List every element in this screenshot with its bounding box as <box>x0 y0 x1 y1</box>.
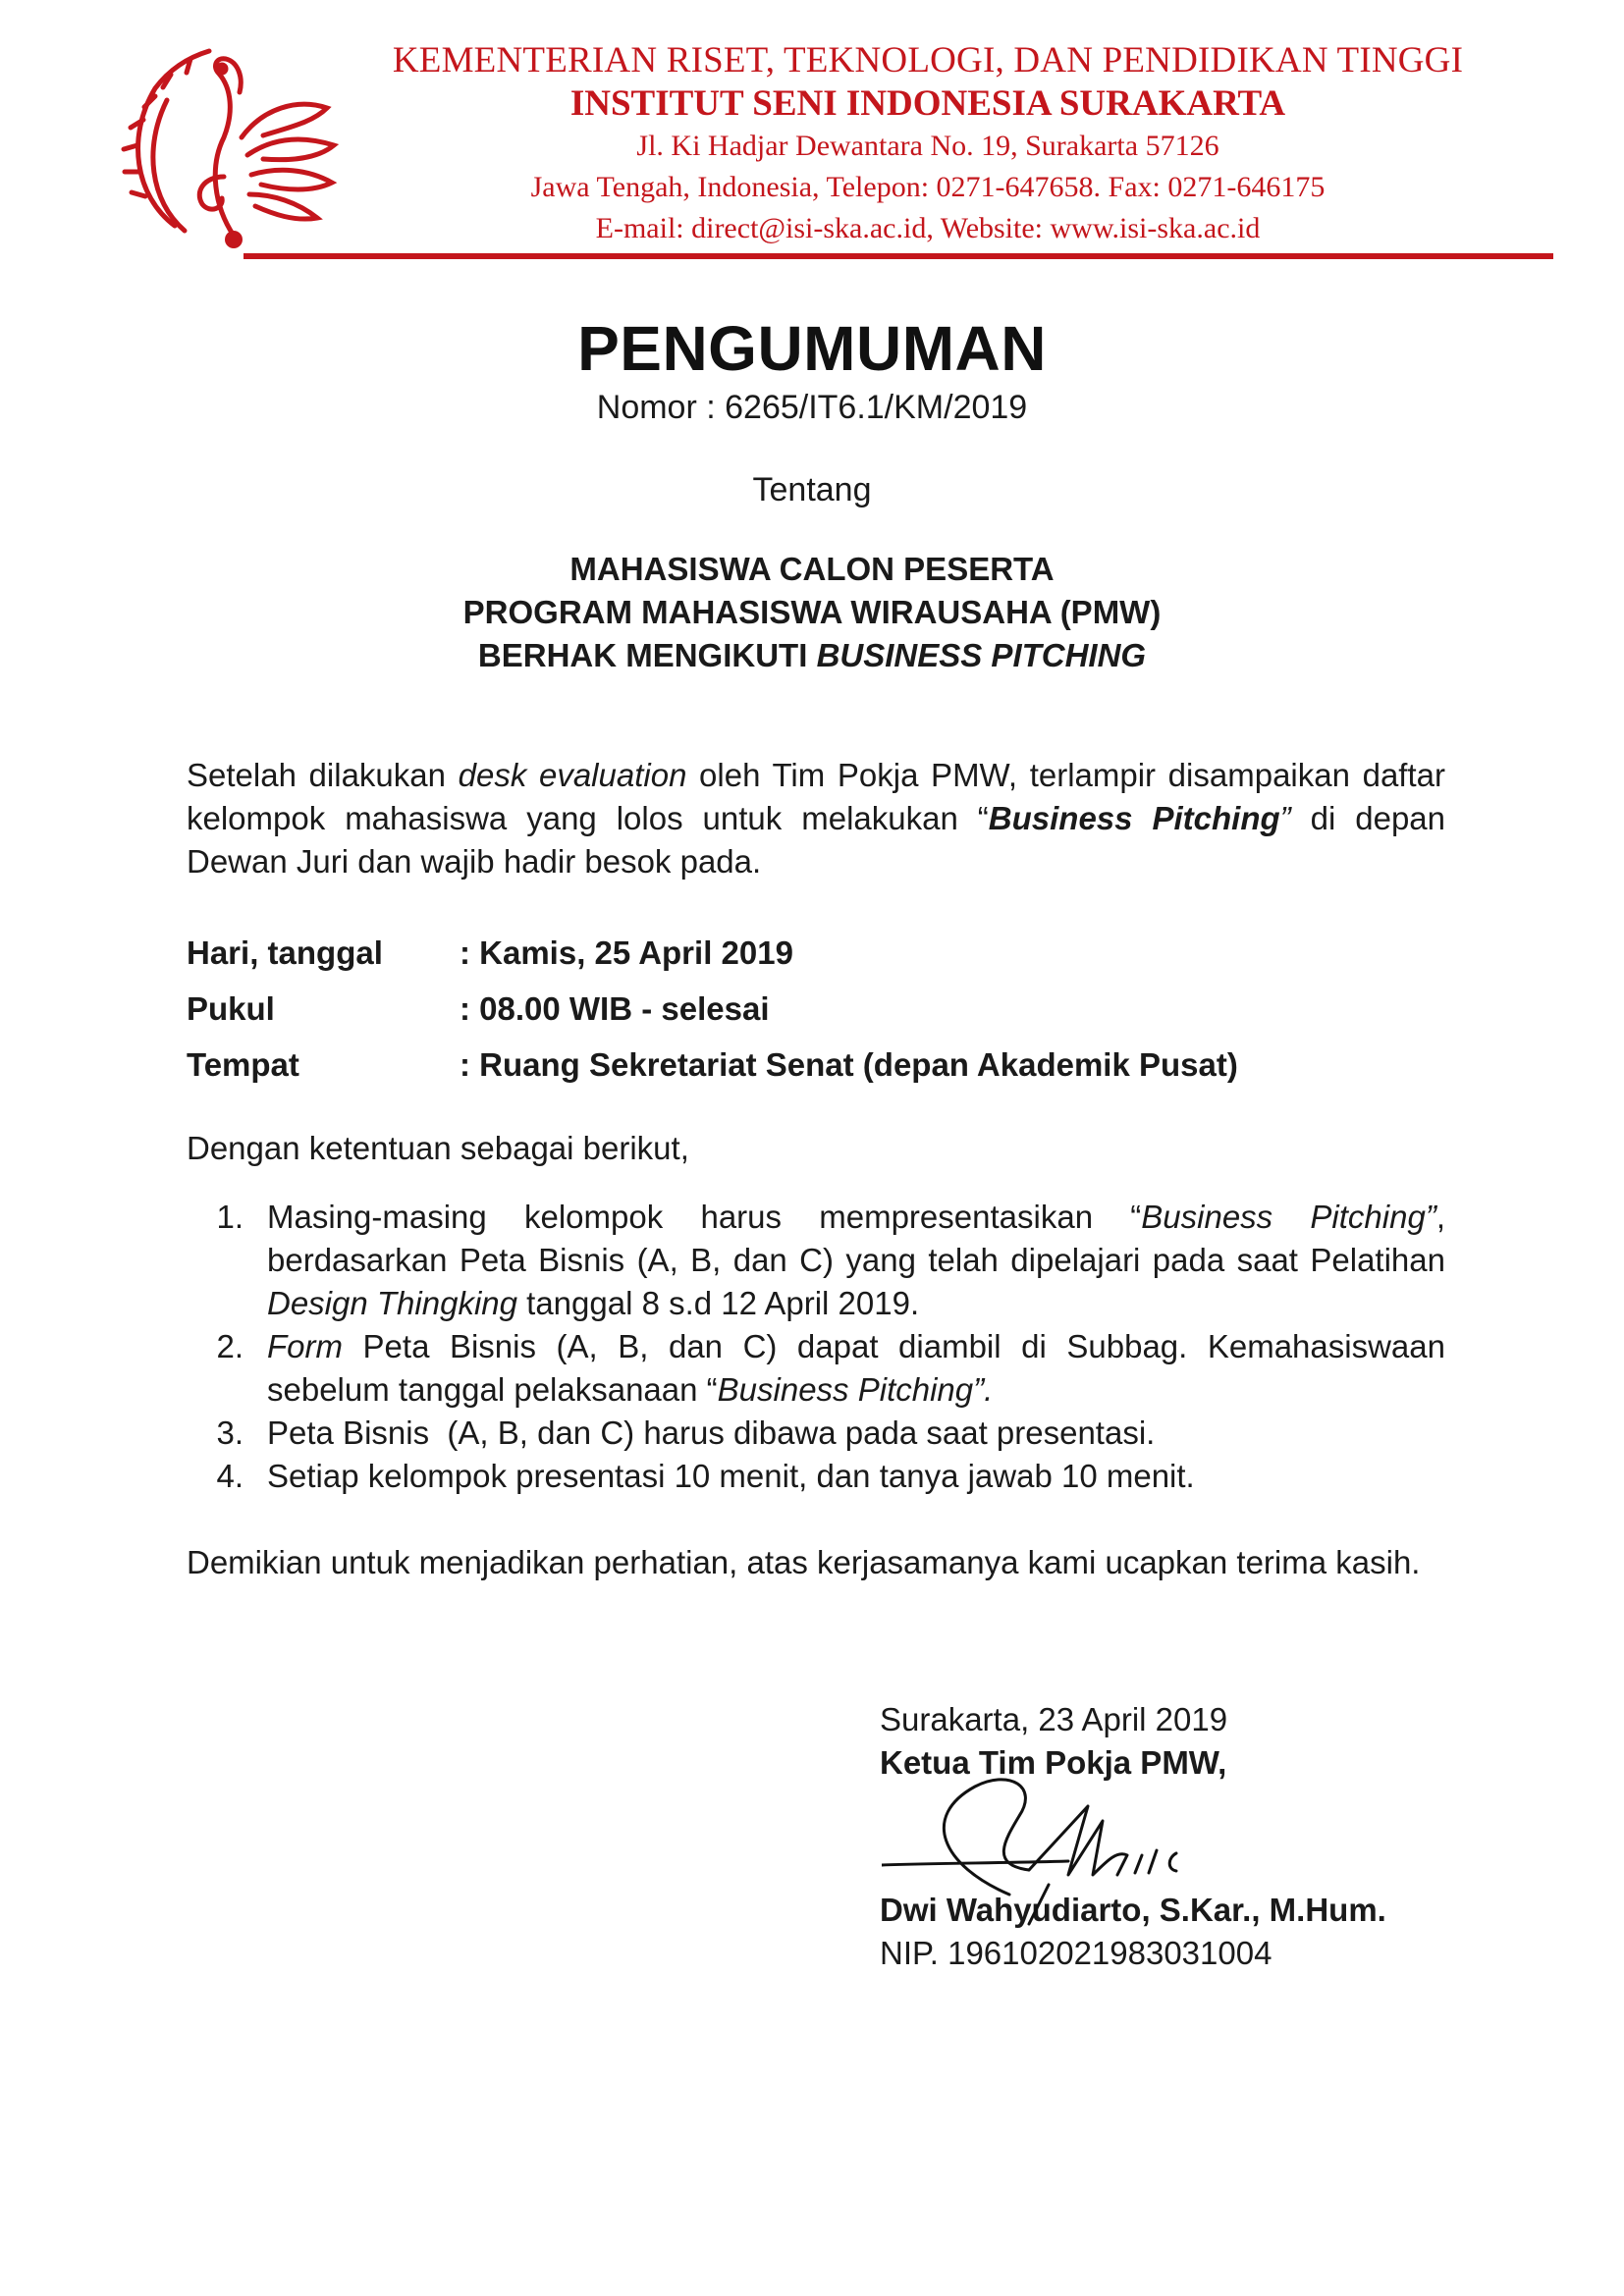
detail-label: Hari, tanggal <box>187 934 383 971</box>
list-number: 3. <box>216 1415 244 1451</box>
announcement-number: Nomor : 6265/IT6.1/KM/2019 <box>596 389 1028 426</box>
subject-line-1: MAHASISWA CALON PESERTA <box>569 551 1055 587</box>
rules-intro: Dengan ketentuan sebagai berikut, <box>187 1130 689 1166</box>
institution-email-website: E-mail: direct@isi-ska.ac.id, Website: www.isi-ska.ac.id <box>595 212 1261 244</box>
list-text: Peta Bisnis (A, B, dan C) harus dibawa pada saat presentasi. <box>267 1415 1156 1451</box>
signatory-role: Ketua Tim Pokja PMW, <box>880 1744 1227 1781</box>
list-item <box>187 1412 1445 1455</box>
page-title: PENGUMUMAN <box>577 313 1047 384</box>
closing-paragraph: Demikian untuk menjadikan perhatian, atas kerjasamanya kami ucapkan terima kasih. <box>187 1544 1421 1580</box>
detail-row-place <box>187 1037 1238 1093</box>
institution-contact: Jawa Tengah, Indonesia, Telepon: 0271-647658. Fax: 0271-646175 <box>530 171 1326 203</box>
list-number: 1. <box>216 1199 244 1235</box>
signatory-nip: NIP. 196102021983031004 <box>880 1935 1272 1971</box>
list-text: Setiap kelompok presentasi 10 menit, dan tanya jawab 10 menit. <box>267 1458 1195 1494</box>
intro-paragraph: Setelah dilakukan desk evaluation oleh Tim Pokja PMW, terlampir disampaikan daftar kelompok mahasiswa yang lolos untuk melakukan “Business Pitching” di depan Dewan Juri dan wajib hadir besok pada. <box>187 757 1446 880</box>
detail-value: : Ruang Sekretariat Senat (depan Akademik Pusat) <box>460 1046 1238 1083</box>
institution-address: Jl. Ki Hadjar Dewantara No. 19, Surakarta 57126 <box>636 130 1219 162</box>
institution-name: INSTITUT SENI INDONESIA SURAKARTA <box>569 83 1286 124</box>
signatory-name: Dwi Wahyudiarto, S.Kar., M.Hum. <box>880 1892 1386 1928</box>
isi-surakarta-bird-emblem-icon <box>116 29 352 250</box>
announcement-subject <box>0 548 1624 677</box>
subject-line-3: BERHAK MENGIKUTI BUSINESS PITCHING <box>477 637 1147 673</box>
list-item <box>187 1455 1445 1498</box>
list-text: Form Peta Bisnis (A, B, dan C) dapat diambil di Subbag. Kemahasiswaan sebelum tanggal pelaksanaan “Business Pitching”. <box>267 1328 1445 1408</box>
detail-row-time <box>187 981 1238 1037</box>
detail-value: : 08.00 WIB - selesai <box>460 990 770 1027</box>
list-text: Masing-masing kelompok harus mempresentasikan “Business Pitching”, berdasarkan Peta Bisnis (A, B, dan C) yang telah dipelajari pada saat Pelatihan Design Thingking tanggal 8 s.d 12 April 2019. <box>267 1199 1445 1321</box>
ministry-name: KEMENTERIAN RISET, TEKNOLOGI, DAN PENDIDIKAN TINGGI <box>392 40 1464 80</box>
list-item <box>187 1196 1445 1325</box>
rules-list <box>187 1196 1445 1498</box>
detail-value: : Kamis, 25 April 2019 <box>460 934 793 971</box>
letterhead <box>324 39 1532 249</box>
subject-line-2: PROGRAM MAHASISWA WIRAUSAHA (PMW) <box>462 594 1162 630</box>
place-date: Surakarta, 23 April 2019 <box>880 1701 1228 1737</box>
detail-label: Pukul <box>187 990 275 1027</box>
handwritten-signature-icon <box>882 1747 1235 1934</box>
detail-label: Tempat <box>187 1046 299 1083</box>
list-item <box>187 1325 1445 1412</box>
about-label: Tentang <box>752 471 872 508</box>
event-details <box>187 925 1238 1093</box>
letterhead-divider <box>244 253 1553 259</box>
detail-row-date <box>187 925 1238 981</box>
list-number: 2. <box>216 1328 244 1364</box>
list-number: 4. <box>216 1458 244 1494</box>
